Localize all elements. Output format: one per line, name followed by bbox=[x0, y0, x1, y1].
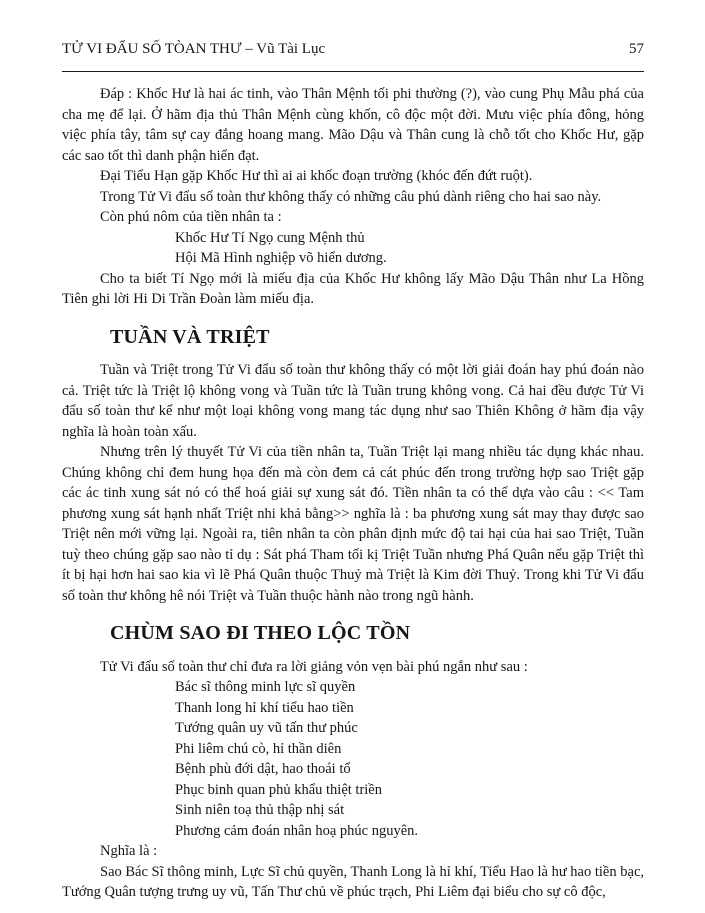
paragraph-section1-2: Nhưng trên lý thuyết Tử Vi của tiền nhân ta, Tuần Triệt lại mang nhiều tác dụng khác nhau. Chúng không chỉ đem hung họa đến mà còn đem cả cát phúc đến trong trường hợp sao Triệt gặp các ác tinh xung sát nó có thể hoá giải sự xung sát đó. Tiền nhân ta có thể dựa vào câu : << Tam phương xung sát hạnh nhất Triệt nhi khả bằng>> nghĩa là : ba phương xung sát may thay được sao Triệt nên mới vững lại. Ngoài ra, tiên nhân ta còn phân định mức độ tai hại của hai sao Triệt, Tuần tuỳ theo chúng gặp sao nào tỉ dụ : Sát phá Tham tối kị Triệt Tuần nhưng Phá Quân nếu gặp Triệt thì ít bị hại hơn hai sao kia vì lẽ Phá Quân thuộc Thuỷ mà Triệt là Kim đời Thuỷ. Trong khi Tử Vi đẩu số toàn thư không hê nói Triệt và Tuần thuộc hành nào trong ngũ hành. bbox=[62, 444, 644, 604]
verse-line: Sinh niên toạ thủ thập nhị sát bbox=[175, 802, 345, 818]
page-header bbox=[62, 40, 644, 58]
paragraph-section1-1: Tuần và Triệt trong Tử Vi đẩu số toàn thư không thấy có một lời giải đoán hay phú đoán nào cả. Triệt tức là Triệt lộ không vong và Tuần tức là Tuần trung không vong. Cả hai đều được Tử Vi đẩu số toàn thư kể như một loại không vong mang tác dụng như sao Thiên Không ở hãm địa vậy nghĩa là hoàn toàn xấu. bbox=[62, 362, 644, 440]
verse-line: Bệnh phù đới dật, hao thoái tổ bbox=[175, 761, 351, 777]
line-dai-tieu-han: Đại Tiểu Hạn gặp Khốc Hư thì ai ai khốc đoạn trường (khóc đến đứt ruột). bbox=[100, 168, 533, 184]
running-title: TỬ VI ĐẨU SỐ TÒAN THƯ – Vũ Tài Lục bbox=[62, 41, 326, 57]
verse-line: Phục binh quan phủ khẩu thiệt triền bbox=[175, 781, 382, 798]
verse-line: Tướng quân uy vũ tấn thư phúc bbox=[175, 720, 358, 736]
verse-line: Khốc Hư Tí Ngọ cung Mệnh thủ bbox=[175, 229, 365, 246]
header-rule bbox=[62, 71, 644, 72]
verse-line: Phi liêm chú cò, hỉ thần diên bbox=[175, 740, 342, 757]
page-number: 57 bbox=[629, 41, 644, 57]
section-heading-tuan-va-triet: TUẦN VÀ TRIỆT bbox=[110, 325, 270, 348]
section-heading-chum-sao: CHÙM SAO ĐI THEO LỘC TỒN bbox=[110, 622, 411, 644]
page-body bbox=[62, 84, 644, 903]
verse-line: Hội Mã Hình nghiệp võ hiển dương. bbox=[175, 250, 387, 266]
line-con-phu-nom: Còn phú nôm của tiền nhân ta : bbox=[100, 209, 282, 225]
paragraph-dap: Đáp : Khốc Hư là hai ác tinh, vào Thân Mệnh tối phi thường (?), vào cung Phụ Mẫu phá của cha mẹ để lại. Ở hãm địa thủ Thân Mệnh cùng khốn, cô độc một đời. Mưu việc phía đông, hỏng việc phía tây, tâm sự cay đắng hoang mang. Mão Dậu và Thân cung là chỗ tốt cho Khốc Hư, gặp các sao tốt thì danh phận hiển đạt. bbox=[62, 86, 644, 164]
line-nghia-la: Nghĩa là : bbox=[100, 843, 158, 859]
paragraph-section2-intro: Tử Vi đẩu số toàn thư chỉ đưa ra lời giảng vỏn vẹn bài phú ngắn như sau : bbox=[100, 658, 528, 675]
paragraph-section2-final: Sao Bác Sĩ thông minh, Lực Sĩ chủ quyền, Thanh Long là hỉ khí, Tiểu Hao là hư hao tiền bạc, Tướng Quân tượng trưng uy vũ, Tấn Thư chủ về phúc trạch, Phi Liêm đại biểu cho sự cô độc, bbox=[62, 863, 644, 900]
line-trong-tu-vi: Trong Tử Vi đẩu số toàn thư không thấy có những câu phú dành riêng cho hai sao này. bbox=[100, 188, 602, 205]
verse-line: Thanh long hỉ khí tiểu hao tiền bbox=[175, 699, 354, 716]
verse-line: Phương cảm đoán nhân hoạ phúc nguyên. bbox=[175, 822, 419, 839]
verse-line: Bác sĩ thông minh lực sĩ quyền bbox=[175, 679, 356, 695]
paragraph-cho-ta-biet: Cho ta biết Tí Ngọ mới là miếu địa của Khốc Hư không lấy Mão Dậu Thân như La Hồng Tiên ghi lời Hi Di Trần Đoàn làm miếu địa. bbox=[62, 270, 644, 307]
